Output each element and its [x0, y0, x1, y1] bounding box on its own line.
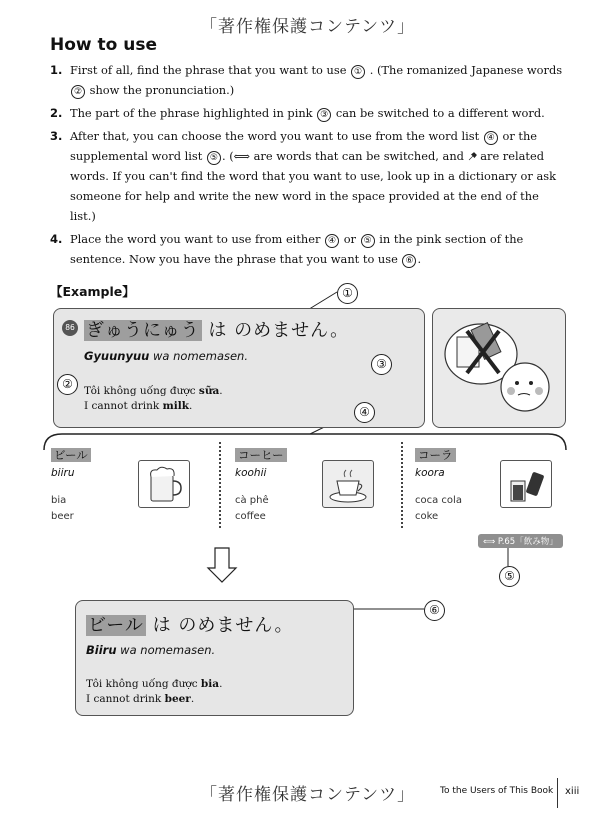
romaji-bold: Biiru	[86, 643, 117, 657]
step-text: . (The romanized Japanese words	[369, 63, 563, 77]
callout-3: ③	[371, 354, 392, 375]
word-vietnamese: bia	[51, 495, 67, 506]
vi-text: Tôi không uống được	[86, 678, 198, 690]
word-romaji: koora	[415, 467, 445, 479]
watermark-bottom: 「著作権保護コンテンツ」	[200, 785, 416, 805]
step-text: . (	[221, 149, 234, 163]
circled-number: ④	[325, 234, 339, 248]
character-cannot-drink-milk-icon	[433, 309, 565, 427]
callout-6: ⑥	[424, 600, 445, 621]
vi-text: Tôi không uống được	[84, 385, 196, 397]
step-text: show the pronunciation.)	[89, 83, 235, 97]
step-text: .	[417, 252, 422, 266]
romaji-rest: wa nomemasen.	[120, 643, 216, 657]
page-number: xiii	[565, 786, 580, 797]
phrase-rest: は のめません。	[152, 615, 294, 636]
step-text: are words that can be switched, and	[253, 149, 464, 163]
result-translation: Tôi không uống được bia. I cannot drink beer.	[86, 678, 223, 705]
word-japanese: コーヒー	[235, 448, 287, 462]
word-romaji: biiru	[51, 467, 75, 479]
example-japanese	[84, 316, 349, 342]
footer-divider	[557, 778, 558, 808]
coffee-icon	[322, 460, 374, 508]
result-romaji	[86, 643, 215, 657]
phrase-number-badge: 86	[62, 320, 78, 336]
cola-icon	[500, 460, 552, 508]
callout-4: ④	[354, 402, 375, 423]
circled-number: ①	[351, 65, 365, 79]
circled-number: ③	[317, 108, 331, 122]
supplemental-word-list-ref: ⟺ P.65「飲み物」	[478, 534, 563, 548]
word-separator	[219, 442, 221, 528]
result-japanese	[86, 611, 293, 637]
switchable-word-highlight: ぎゅうにゅう	[86, 320, 200, 341]
word-item-beer	[51, 444, 91, 525]
step-text: in the pink section of the sentence. Now you have the phrase that you want to use	[70, 232, 524, 266]
callout-5: ⑤	[499, 566, 520, 587]
word-vietnamese: cà phê	[235, 495, 269, 506]
word-item-coke	[415, 444, 462, 525]
step-number: 2.	[50, 106, 63, 120]
word-item-coffee	[235, 444, 287, 525]
callout-2: ②	[57, 374, 78, 395]
circled-number: ⑤	[361, 234, 375, 248]
en-bold: beer	[164, 693, 191, 705]
result-phrase-box	[75, 600, 354, 716]
romaji-bold: Gyuunyuu	[84, 349, 150, 363]
vi-bold: bia	[200, 678, 220, 690]
word-romaji: koohii	[235, 467, 267, 479]
footer-section-title: To the Users of This Book	[440, 786, 554, 796]
step-text: are related words. If you can't find the word that you want to use, look up in a dictionary or ask someone for help and write the new word in the space provided at the end of the list.)	[70, 149, 557, 223]
step-text: Place the word you want to use from either	[70, 232, 321, 246]
callout-1: ①	[337, 283, 358, 304]
step-number: 1.	[50, 63, 63, 77]
step-text: First of all, find the phrase that you want to use	[70, 63, 347, 77]
step-text: can be switched to a different word.	[335, 106, 545, 120]
example-romaji	[84, 349, 248, 363]
beer-icon	[138, 460, 190, 508]
circled-number: ④	[484, 131, 498, 145]
step-number: 3.	[50, 129, 63, 143]
word-japanese: コーラ	[415, 448, 456, 462]
illustration-box	[432, 308, 566, 428]
step-number: 4.	[50, 232, 63, 246]
circled-number: ②	[71, 85, 85, 99]
step-text: or the supplemental word list	[70, 129, 538, 163]
word-vietnamese: coca cola	[415, 495, 462, 506]
step-text: The part of the phrase highlighted in pink	[70, 106, 313, 120]
romaji-rest: wa nomemasen.	[153, 349, 249, 363]
watermark-top: 「著作権保護コンテンツ」	[200, 17, 416, 37]
word-english: coffee	[235, 511, 266, 522]
en-text: I cannot drink	[86, 693, 162, 705]
word-english: beer	[51, 511, 74, 522]
step-text: After that, you can choose the word you want to use from the word list	[70, 129, 480, 143]
substituted-word-highlight: ビール	[88, 615, 144, 636]
vi-bold: sữa	[198, 385, 220, 397]
en-bold: milk	[162, 400, 189, 412]
step-text: or	[343, 232, 356, 246]
example-translation: Tôi không uống được sữa. I cannot drink milk.	[84, 385, 223, 412]
example-label: 【Example】	[50, 284, 135, 299]
double-arrow-icon: ⟺	[233, 149, 250, 163]
circled-number: ⑤	[207, 151, 221, 165]
phrase-rest: は のめません。	[208, 320, 350, 341]
word-japanese: ビール	[51, 448, 91, 462]
page-heading: How to use	[50, 35, 158, 55]
en-text: I cannot drink	[84, 400, 160, 412]
word-separator	[401, 442, 403, 528]
word-english: coke	[415, 511, 439, 522]
circled-number: ⑥	[402, 254, 416, 268]
